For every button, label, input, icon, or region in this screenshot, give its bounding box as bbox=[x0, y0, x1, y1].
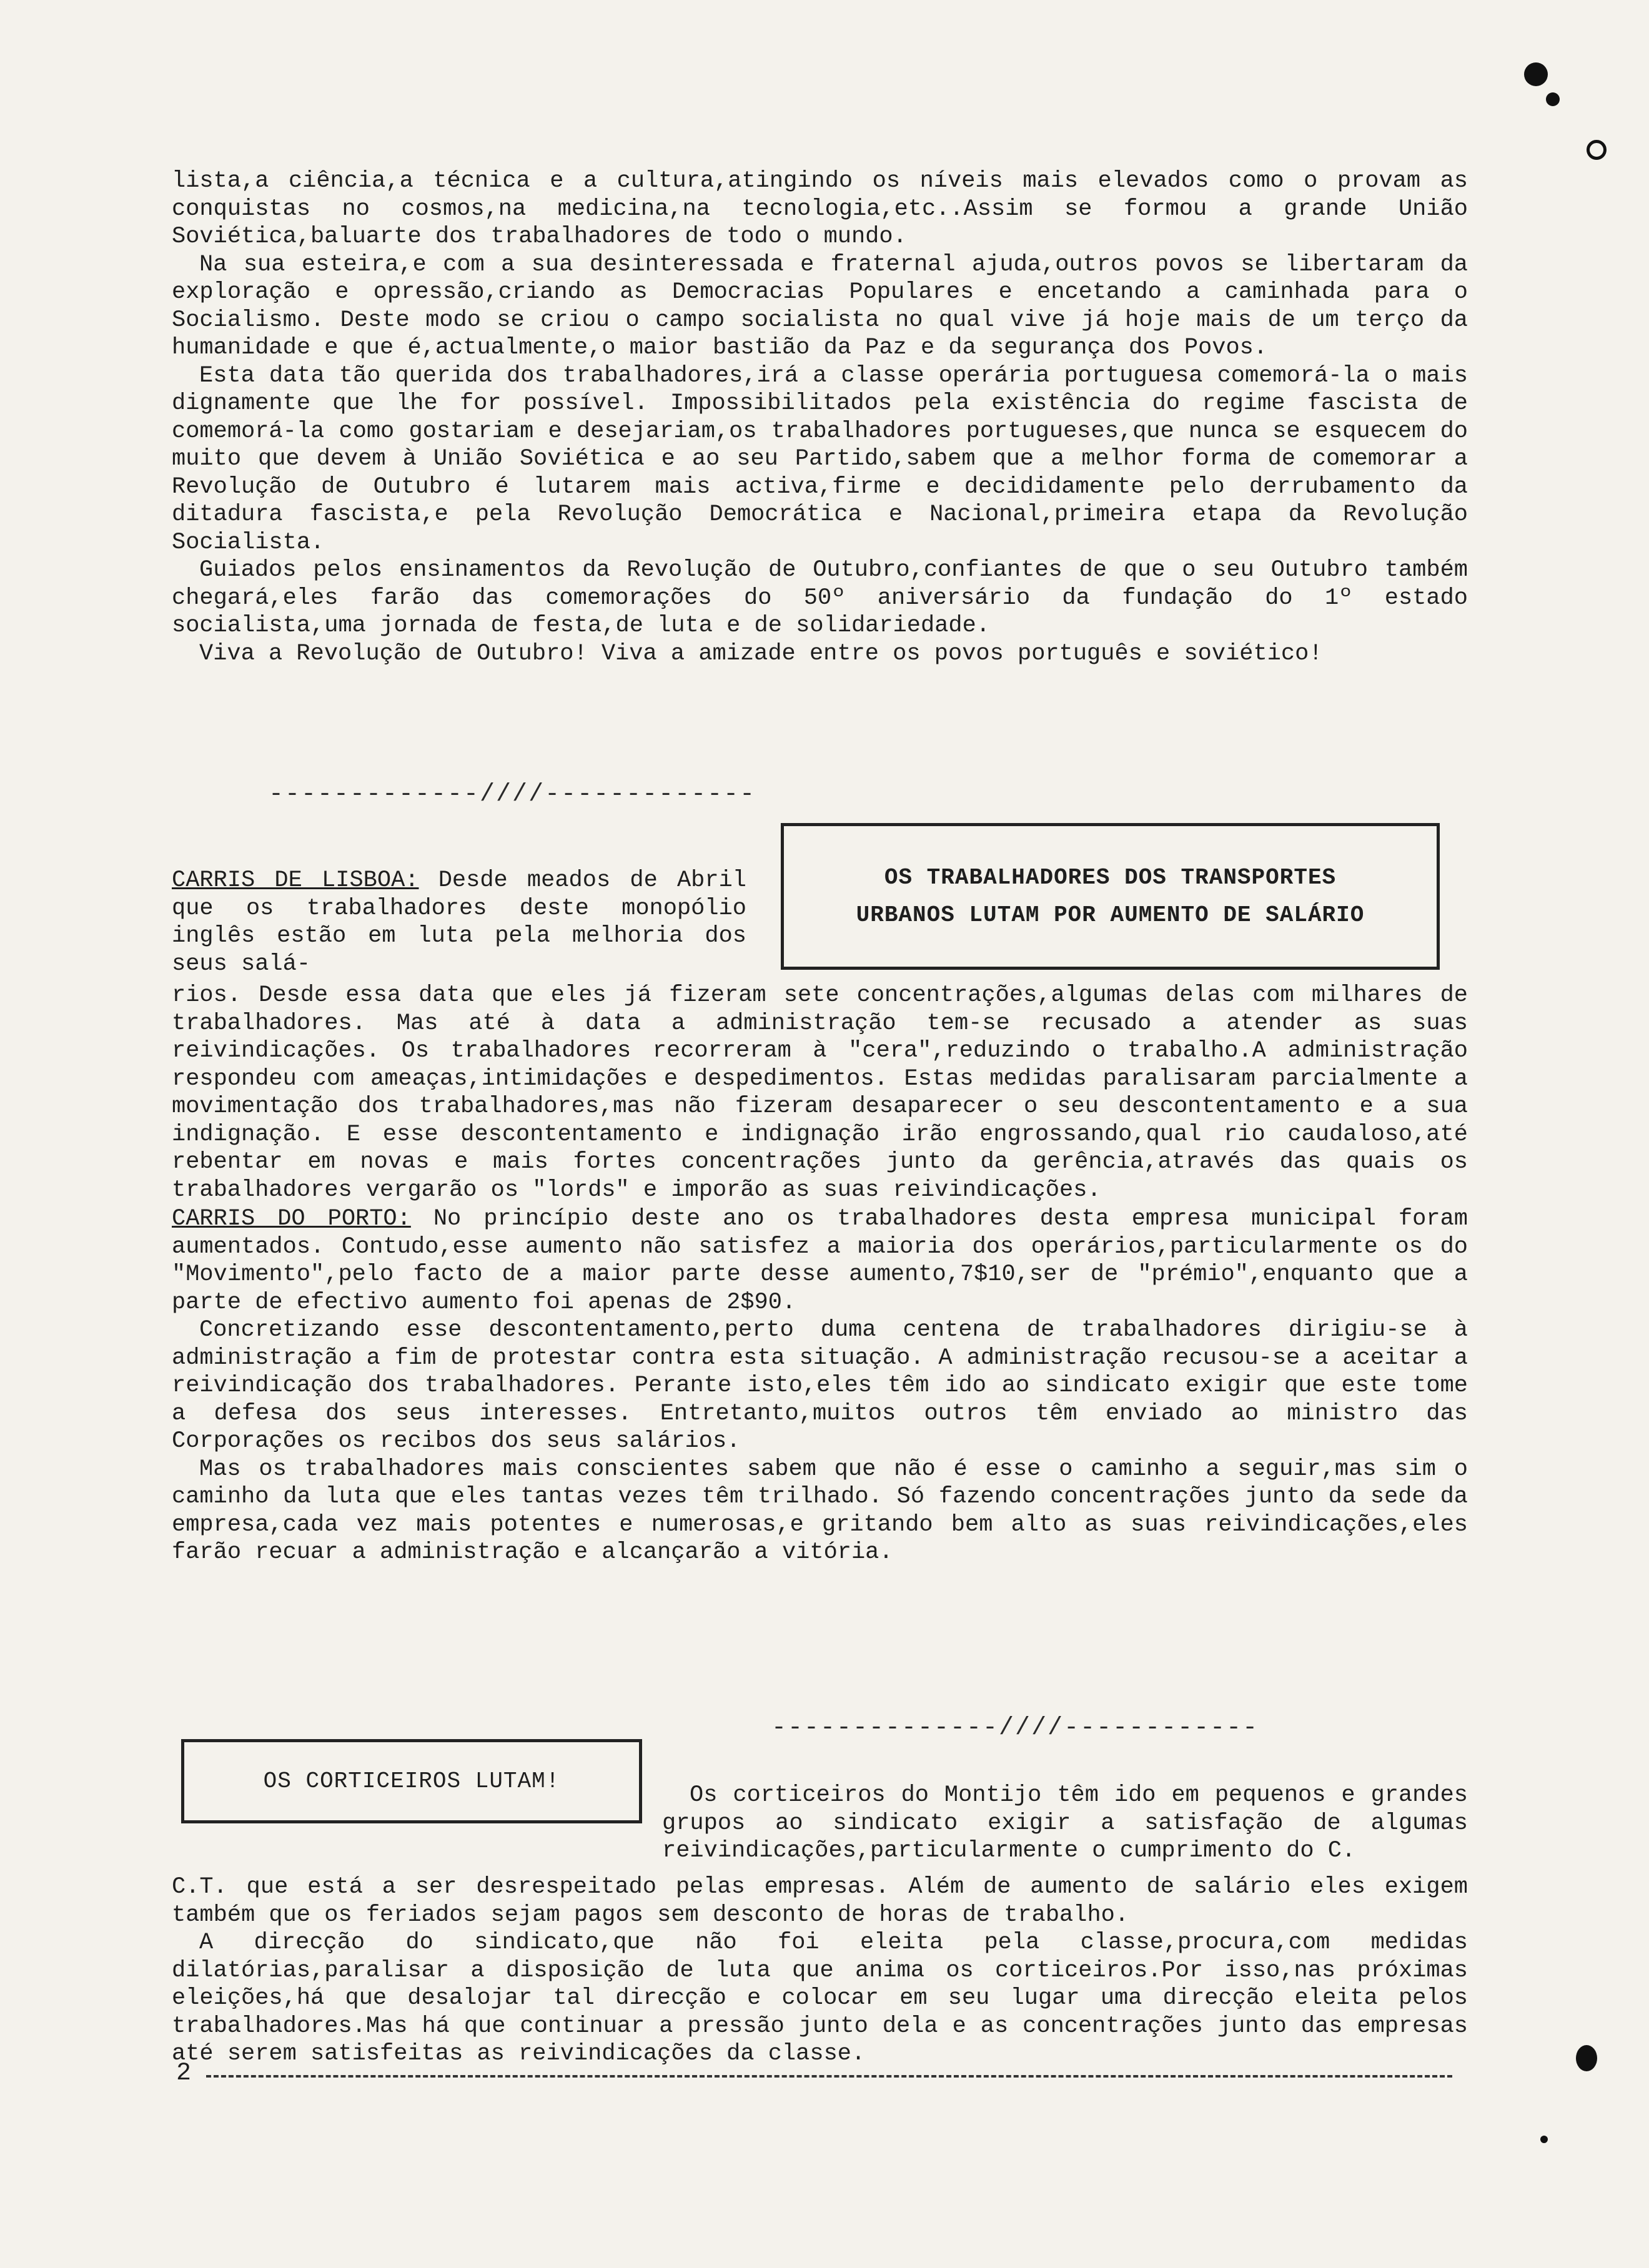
ink-speck bbox=[1524, 62, 1548, 86]
page-number: 2 bbox=[176, 2059, 192, 2088]
box-transportes-line1: OS TRABALHADORES DOS TRANSPORTES bbox=[884, 864, 1337, 890]
paragraph-1: lista,a ciência,a técnica e a cultura,atingindo os níveis mais elevados como o provam as conquistas no cosmos,na medicina,na tecnologia,etc..Assim se formou a grande União Soviética,baluarte dos trabalhadores de todo o mundo. bbox=[172, 168, 1468, 250]
ink-speck bbox=[1540, 2136, 1548, 2143]
carris-lisboa-lead-text: Desde meados de Abril que os trabalhadores deste monopólio inglês estão em luta pela melhoria dos seus salá- bbox=[172, 867, 746, 977]
box-corticeiros-label: OS CORTICEIROS LUTAM! bbox=[263, 1768, 560, 1794]
carris-lisboa-text: rios. Desde essa data que eles já fizeram sete concentrações,algumas delas com milhares de trabalhadores. Mas até à data a administração tem-se recusado a atender as suas reivindicações. Os trabalhadores recorreram à "cera",reduzindo o trabalho.A administração respondeu com ameaças,intimidações e despedimentos. Estas medidas paralisaram parcialmente a movimentação dos trabalhadores,mas não fizeram desaparecer o seu descontentamento e a sua indignação. E esse descontentamento e indignação irão engrossando,qual rio caudaloso,até rebentar em novas e mais fortes concentrações junto da gerência,através das quais os trabalhadores vergarão os "lords" e imporão as suas reivindicações. bbox=[172, 982, 1468, 1203]
box-corticeiros bbox=[181, 1739, 642, 1823]
box-transportes-line2: URBANOS LUTAM POR AUMENTO DE SALÁRIO bbox=[856, 902, 1365, 928]
carris-porto-p3: Mas os trabalhadores mais conscientes sabem que não é esse o caminho a seguir,mas sim o caminho da luta que eles tantas vezes têm trilhado. Só fazendo concentrações junto da sede da empresa,cada vez mais potentes e numerosas,e gritando bem alto as suas reivindicações,eles farão recuar a administração e alcançarão a vitória. bbox=[172, 1456, 1468, 1565]
corticeiros-lead-text: Os corticeiros do Montijo têm ido em pequenos e grandes grupos ao sindicato exigir a satisfação de algumas reivindicações,particularmente o cumprimento do C. bbox=[662, 1782, 1468, 1864]
paragraph-4: Guiados pelos ensinamentos da Revolução de Outubro,confiantes de que o seu Outubro também chegará,eles farão das comemorações do 50º aniversário da fundação do 1º estado socialista,uma jornada de festa,de luta e de solidariedade. bbox=[172, 557, 1468, 639]
carris-lisboa-body bbox=[172, 982, 1468, 1567]
corticeiros-text: C.T. que está a ser desrespeitado pelas empresas. Além de aumento de salário eles exigem também que os feriados sejam pagos sem desconto de horas de trabalho. bbox=[172, 1874, 1468, 1928]
corticeiros-body bbox=[172, 1873, 1468, 2068]
paragraph-3: Esta data tão querida dos trabalhadores,irá a classe operária portuguesa comemorá-la o mais dignamente que lhe for possível. Impossibilitados pela existência do regime fascista de comemorá-la como gostariam e desejariam,os trabalhadores portugueses,que nunca se esquecem do muito que devem à União Soviética e ao seu Partido,sabem que a melhor forma de comemorar a Revolução de Outubro é lutarem mais activa,firme e decididamente pelo derrubamento da ditadura fascista,e pela Revolução Democrática e Nacional,primeira etapa da Revolução Socialista. bbox=[172, 362, 1468, 556]
carris-porto-p2: Concretizando esse descontentamento,perto duma centena de trabalhadores dirigiu-se à administração a fim de protestar contra esta situação. A administração recusou-se a aceitar a reivindicação dos trabalhadores. Perante isto,eles têm ido ao sindicato exigir que este tome a defesa dos seus interesses. Entretanto,muitos outros têm enviado ao ministro das Corporações os recibos dos seus salários. bbox=[172, 1317, 1468, 1454]
carris-lisboa-heading: CARRIS DE LISBOA: bbox=[172, 867, 419, 894]
paragraph-2: Na sua esteira,e com a sua desinteressada e fraternal ajuda,outros povos se libertaram da exploração e opressão,criando as Democracias Populares e encetando a caminhada para o Socialismo. Deste modo se criou o campo socialista no qual vive já hoje mais de um terço da humanidade e que é,actualmente,o maior bastião da Paz e da segurança dos Povos. bbox=[172, 251, 1468, 361]
separator-1: -------------////------------- bbox=[269, 781, 756, 809]
carris-lisboa-lead bbox=[172, 867, 746, 978]
footer-rule bbox=[206, 2075, 1452, 2078]
ink-speck bbox=[1576, 2045, 1597, 2071]
carris-porto-heading: CARRIS DO PORTO: bbox=[172, 1206, 411, 1232]
corticeiros-p2: A direcção do sindicato,que não foi eleita pela classe,procura,com medidas dilatórias,paralisar a disposição de luta que anima os corticeiros.Por isso,nas próximas eleições,há que desalojar tal direcção e colocar em seu lugar uma direcção eleita pelos trabalhadores.Mas há que continuar a pressão junto dela e as concentrações junto das empresas até serem satisfeitas as reivindicações da classe. bbox=[172, 1930, 1468, 2067]
ink-ring bbox=[1587, 140, 1607, 160]
article-outubro bbox=[172, 167, 1468, 668]
ink-speck bbox=[1546, 92, 1560, 106]
corticeiros-lead bbox=[662, 1782, 1468, 1865]
separator-2: --------------////------------ bbox=[771, 1714, 1259, 1742]
paragraph-5: Viva a Revolução de Outubro! Viva a amizade entre os povos português e soviético! bbox=[199, 640, 1323, 667]
box-transportes bbox=[781, 823, 1440, 970]
carris-porto-text: No princípio deste ano os trabalhadores desta empresa municipal foram aumentados. Contudo,esse aumento não satisfez a maioria dos operários,particularmente os do "Movimento",pelo facto de a maior parte desse aumento,7$10,ser de "prémio",enquanto que a parte de efectivo aumento foi apenas de 2$90. bbox=[172, 1206, 1468, 1316]
